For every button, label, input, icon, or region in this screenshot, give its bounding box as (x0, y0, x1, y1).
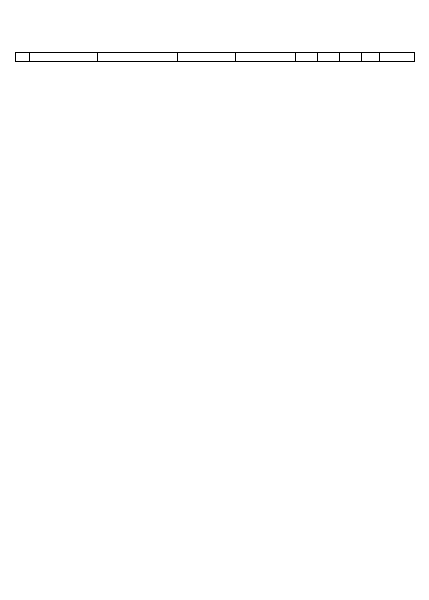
col-header-facility (30, 53, 98, 62)
col-header-event (98, 53, 178, 62)
col-header-application (362, 53, 380, 62)
col-header-notes (380, 53, 415, 62)
col-header-place (178, 53, 236, 62)
col-header-target (296, 53, 318, 62)
col-header-time (236, 53, 296, 62)
col-header-fee (340, 53, 362, 62)
table-header-row (16, 53, 415, 62)
col-header-capacity (318, 53, 340, 62)
event-table (15, 52, 415, 62)
col-header-no (16, 53, 30, 62)
